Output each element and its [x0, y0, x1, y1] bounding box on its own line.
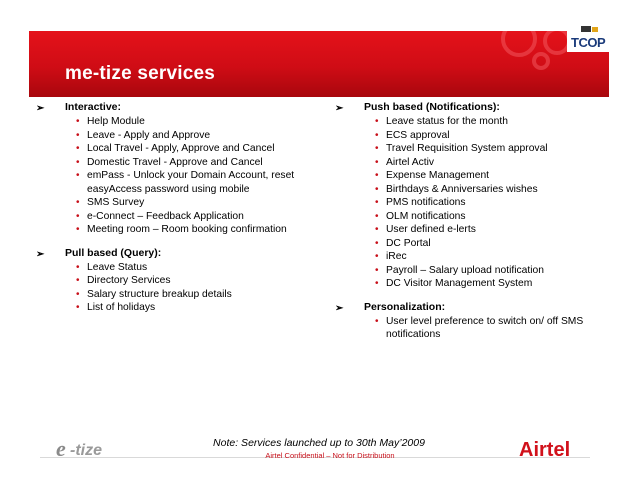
list-item: • SMS Survey [76, 196, 326, 210]
list-item: • Birthdays & Anniversaries wishes [375, 183, 615, 197]
list-item: • Payroll – Salary upload notification [375, 264, 615, 278]
list-item: • OLM notifications [375, 210, 615, 224]
section-pull-based [36, 247, 326, 315]
list-item: • DC Visitor Management System [375, 277, 615, 291]
item-list [36, 261, 326, 315]
list-item: • Leave status for the month [375, 115, 615, 129]
svg-text:Airtel: Airtel [519, 439, 571, 461]
list-item: • Travel Requisition System approval [375, 142, 615, 156]
list-item: • PMS notifications [375, 196, 615, 210]
item-list [36, 115, 326, 237]
item-list [335, 315, 615, 342]
list-item: • User level preference to switch on/ off SMS notifications [375, 315, 615, 342]
section-heading: Personalization: [364, 300, 446, 313]
item-list [335, 115, 615, 291]
list-item: • e-Connect – Feedback Application [76, 210, 326, 224]
page-title: me-tize services [65, 63, 216, 84]
arrow-bullet-icon: ➢ [36, 248, 45, 260]
list-item: • Meeting room – Room booking confirmation [76, 223, 326, 237]
arrow-bullet-icon: ➢ [36, 103, 45, 114]
section-interactive [36, 101, 326, 237]
svg-text:e: e [56, 436, 66, 461]
left-column [36, 101, 326, 315]
list-item: • User defined e-lerts [375, 223, 615, 237]
section-personalization [335, 301, 615, 342]
airtel-logo-icon [519, 437, 581, 461]
list-item: • Leave Status [76, 261, 326, 275]
list-item: • Airtel Activ [375, 156, 615, 170]
list-item: • Expense Management [375, 169, 615, 183]
list-item: • iRec [375, 250, 615, 264]
list-item: • Leave - Apply and Approve [76, 129, 326, 143]
section-push-based [335, 101, 615, 291]
section-heading: Interactive: [65, 101, 122, 113]
list-item: • DC Portal [375, 237, 615, 251]
list-item: • emPass - Unlock your Domain Account, reset easyAccess password using mobile [76, 169, 326, 196]
footer-note: Note: Services launched up to 30th May’2009 [213, 437, 425, 449]
list-item: • Domestic Travel - Approve and Cancel [76, 156, 326, 170]
section-heading: Pull based (Query): [65, 246, 162, 259]
list-item: • Salary structure breakup details [76, 288, 326, 302]
right-column [335, 101, 615, 342]
list-item: • List of holidays [76, 301, 326, 315]
svg-text:-tize: -tize [70, 442, 102, 459]
arrow-bullet-icon: ➢ [335, 302, 344, 314]
tcop-badge-text: TCOP [571, 35, 606, 50]
list-item: • ECS approval [375, 129, 615, 143]
list-item: • Help Module [76, 115, 326, 129]
section-heading: Push based (Notifications): [364, 101, 500, 113]
confidential-notice: Airtel Confidential – Not for Distribution [265, 451, 395, 460]
arrow-bullet-icon: ➢ [335, 103, 344, 114]
list-item: • Directory Services [76, 274, 326, 288]
list-item: • Local Travel - Apply, Approve and Cancel [76, 142, 326, 156]
